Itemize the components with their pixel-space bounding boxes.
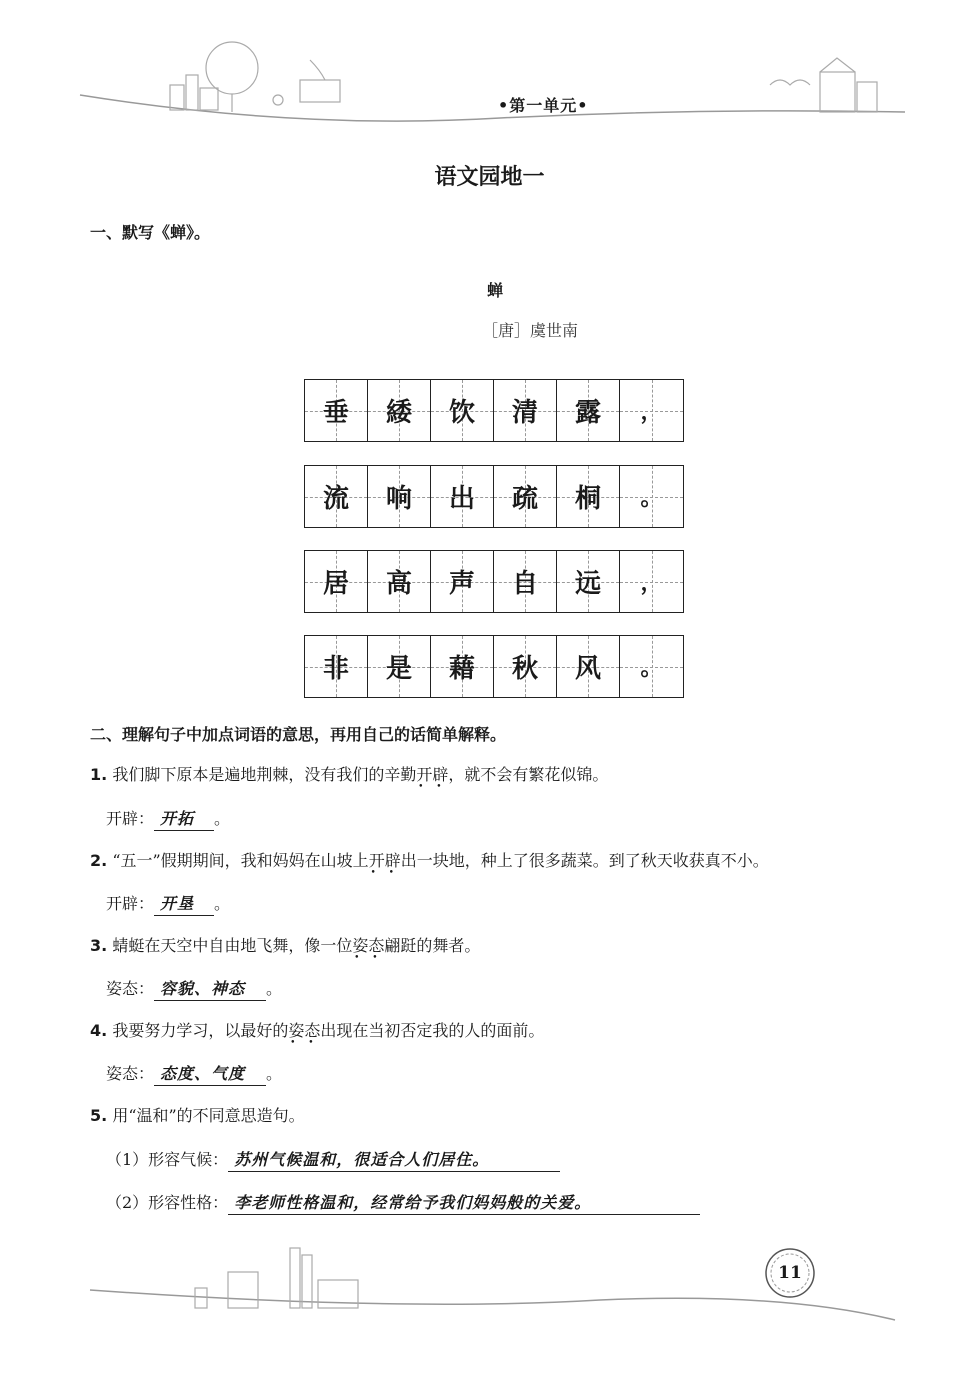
answer-field: 苏州气候温和，很适合人们居住。 (228, 1147, 560, 1172)
question-4: 4. 我要努力学习，以最好的姿态 • •出现在当初否定我的人的面前。 (90, 1018, 544, 1041)
grid-cell: 桐 (557, 466, 620, 527)
grid-cell: 非 (305, 636, 368, 697)
grid-cell-punct: 。 (620, 466, 683, 527)
answer-4: 姿态： 态度、气度 。 (106, 1061, 282, 1086)
grid-cell: 远 (557, 551, 620, 612)
grid-cell-punct: 。 (620, 636, 683, 697)
poem-title: 蝉 (486, 281, 503, 300)
grid-cell: 清 (494, 380, 557, 441)
grid-cell: 疏 (494, 466, 557, 527)
question-2: 2. “五一”假期期间，我和妈妈在山坡上开辟 • •出一块地，种上了很多蔬菜。到了秋天收获真不小。 (90, 848, 769, 871)
answer-field: 态度、气度 (154, 1061, 266, 1086)
section2-heading: 二、理解句子中加点词语的意思，再用自己的话简单解释。 (90, 725, 507, 744)
poem-row-3 (304, 550, 684, 613)
answer-field: 开拓 (154, 806, 214, 831)
question-5-sub-1: （1）形容气候： 苏州气候温和，很适合人们居住。 (106, 1147, 560, 1172)
answer-field: 开垦 (154, 891, 214, 916)
poem-author: ［唐］虞世南 (482, 321, 579, 340)
dotted-word: 姿态 • • (288, 1021, 320, 1040)
question-1: 1. 我们脚下原本是遍地荆棘，没有我们的辛勤开辟 • •，就不会有繁花似锦。 (90, 762, 608, 785)
grid-cell: 露 (557, 380, 620, 441)
grid-cell: 饮 (431, 380, 494, 441)
footer-illustration (0, 1230, 979, 1350)
grid-cell: 响 (368, 466, 431, 527)
grid-cell-punct: ， (620, 551, 683, 612)
poem-row-2 (304, 465, 684, 528)
page-number: 11 (778, 1263, 802, 1283)
page-title: 语文园地一 (434, 165, 545, 190)
answer-3: 姿态： 容貌、神态 。 (106, 976, 282, 1001)
dotted-word: 开辟 • • (369, 851, 401, 870)
grid-cell: 垂 (305, 380, 368, 441)
poem-row-1 (304, 379, 684, 442)
question-3: 3. 蜻蜓在天空中自由地飞舞，像一位姿态 • •翩跹的舞者。 (90, 933, 480, 956)
grid-cell: 藉 (431, 636, 494, 697)
grid-cell-punct: ， (620, 380, 683, 441)
dotted-word: 开辟 • • (416, 765, 448, 784)
grid-cell: 流 (305, 466, 368, 527)
answer-field: 李老师性格温和，经常给予我们妈妈般的关爱。 (228, 1190, 700, 1215)
grid-cell: 居 (305, 551, 368, 612)
answer-2: 开辟： 开垦 。 (106, 891, 230, 916)
dotted-word: 姿态 • • (352, 936, 384, 955)
unit-title: •第一单元• (498, 96, 589, 115)
grid-cell: 自 (494, 551, 557, 612)
question-5-sub-2: （2）形容性格： 李老师性格温和，经常给予我们妈妈般的关爱。 (106, 1190, 700, 1215)
grid-cell: 緌 (368, 380, 431, 441)
question-5: 5. 用“温和”的不同意思造句。 (90, 1106, 305, 1125)
grid-cell: 声 (431, 551, 494, 612)
poem-row-4 (304, 635, 684, 698)
section1-heading: 一、默写《蝉》。 (90, 223, 211, 242)
header-illustration (0, 0, 979, 150)
grid-cell: 高 (368, 551, 431, 612)
answer-field: 容貌、神态 (154, 976, 266, 1001)
answer-1: 开辟： 开拓 。 (106, 806, 230, 831)
grid-cell: 风 (557, 636, 620, 697)
grid-cell: 秋 (494, 636, 557, 697)
grid-cell: 是 (368, 636, 431, 697)
grid-cell: 出 (431, 466, 494, 527)
